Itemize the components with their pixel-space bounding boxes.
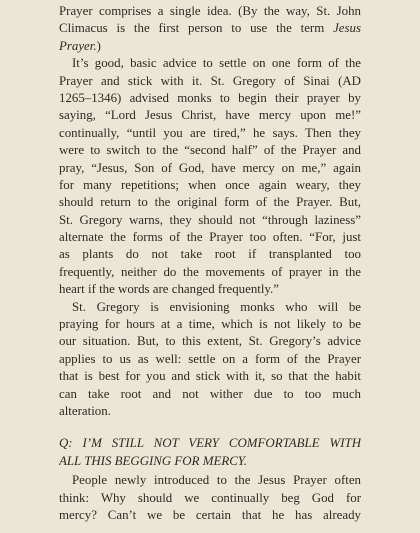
section-question-heading: ALL THIS BEGGING FOR MERCY.: [59, 453, 248, 468]
text-line: Prayer comprises a single idea. (By the way, St. John: [59, 4, 361, 18]
text-line: Prayer and stick with it. St. Gregory of Sinai (AD: [59, 73, 361, 88]
text-line: as plants do not take root if transplanted too: [59, 247, 361, 262]
text-line: mercy? Can’t we be certain that he has already: [59, 507, 361, 522]
text-line: 1265–1346) advised monks to begin their prayer by: [59, 90, 361, 105]
text-line: praying for hours at a time, which is not likely to be: [59, 317, 361, 332]
italic-term: Jesus: [333, 21, 361, 36]
text-line: heart if the words are changed frequently.”: [59, 282, 279, 297]
text-line: alteration.: [59, 403, 111, 418]
text-line: saying, “Lord Jesus Christ, have mercy upon me!”: [59, 108, 361, 123]
section-question-heading: Q: I’M STILL NOT VERY COMFORTABLE WITH: [59, 436, 361, 451]
text-line: St. Gregory warns, they should not “through laziness”: [59, 212, 361, 227]
text-line: can take root and not wither due to too much: [59, 386, 361, 401]
paragraph-start: St. Gregory is envisioning monks who will be: [72, 299, 361, 314]
text-line: for many repetitions; when once again weary, they: [59, 177, 361, 192]
text-line: our situation. But, to this extent, St. Gregory’s advice: [59, 334, 361, 349]
italic-term: Prayer.: [59, 38, 97, 53]
text-line: alternate the forms of the Prayer too often. “For, just: [59, 230, 361, 245]
text-line: pray, “Jesus, Son of God, have mercy on me,” again: [59, 160, 361, 175]
text-line: continually, “until you are tired,” he says. Then they: [59, 125, 361, 140]
text-line: applies to us as well: settle on a form of the Prayer: [59, 351, 361, 366]
text-segment: ): [96, 38, 101, 53]
text-line: frequently, neither do the movements of prayer in the: [59, 264, 361, 279]
body-text: [59, 3, 361, 524]
text-line: think: Why should we continually beg God for: [59, 490, 361, 505]
paragraph-start: It’s good, basic advice to settle on one form of the: [72, 56, 361, 71]
paragraph-start: People newly introduced to the Jesus Prayer often: [72, 473, 361, 488]
text-line: [59, 20, 361, 37]
text-line: [59, 38, 361, 55]
text-segment: Climacus is the first person to use the term: [59, 21, 334, 36]
text-line: were to switch to the “second half” of the Prayer and: [59, 143, 361, 158]
text-line: should return to the original form of the Prayer. But,: [59, 195, 361, 210]
text-line: that is best for you and stick with it, so that the habit: [59, 369, 361, 384]
